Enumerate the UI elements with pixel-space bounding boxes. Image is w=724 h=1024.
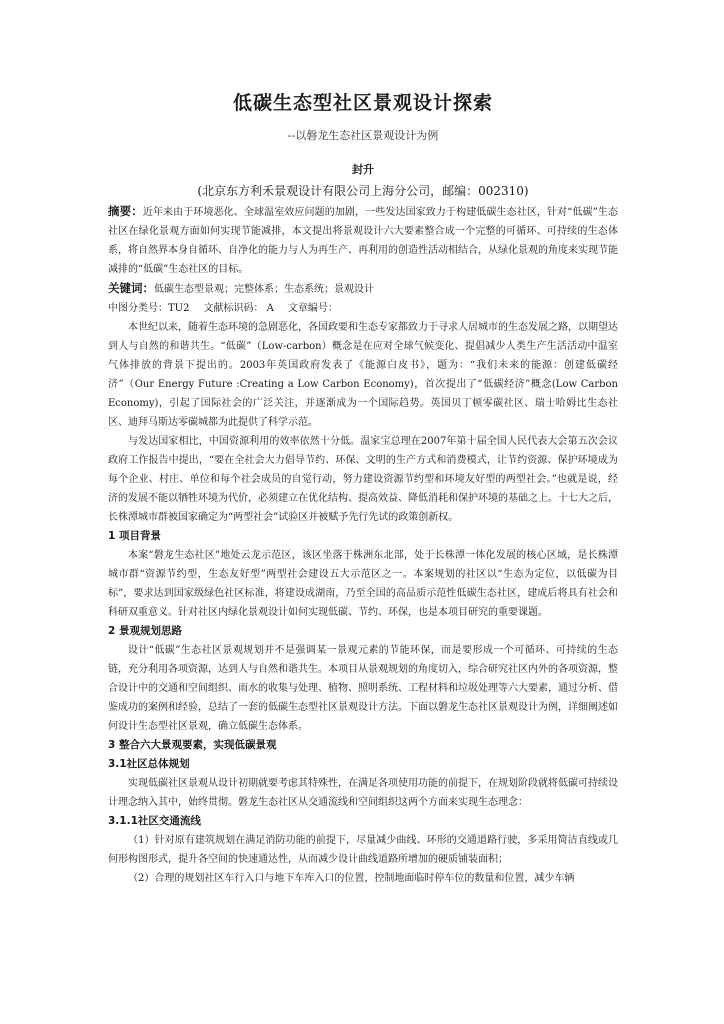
paper-title: 低碳生态型社区景观设计探索 <box>232 92 493 114</box>
body-paragraph: （2）合理的规划社区车行入口与地下车库入口的位置，控制地面临时停车位的数量和位置，减少车辆 <box>128 873 575 884</box>
subsection-heading: 3.1社区总体规划 <box>108 758 190 770</box>
body-paragraph: 设计“低碳”生态社区景观规划并不是强调某一景观元素的节能环保，而是要形成一个可循环、可持续的生态链，充分利用各项资源，达到人与自然和谐共生。本项目从景观规划的角度切入，综合研究社区内外的各项资源，整合设计中的交通和空间组织、雨水的收集与处理、植物、照明系统、工程材料和垃圾处理等六大要素，通过分析、借鉴成功的案例和经验，总结了一套的低碳生态型社区景观设计方法。下面以磐龙生态社区景观设计为例，详细阐述如何设计生态型社区景观，确立低碳生态体系。 <box>108 645 618 732</box>
body-paragraph: 实现低碳社区景观从设计初期就要考虑其特殊性，在满足各项使用功能的前提下，在规划阶段就将低碳可持续设计理念纳入其中，始终贯彻。磐龙生态社区从交通流线和空间组织这两个方面来实现生态理念： <box>108 778 618 808</box>
body-paragraph: 本案“磐龙生态社区”地处云龙示范区，该区坐落于株洲东北部，处于长株潭一体化发展的核心区域，是长株潭城市群“资源节约型，生态友好型”两型社会建设五大示范区之一。本案规划的社区以“生态为定位，以低碳为目标”，要求达到国家级绿色社区标准，将建设成湖南，乃至全国的高品质示范性低碳生态社区，建成后将具有社会和科研双重意义。针对社区内绿化景观设计如何实现低碳、节约、环保，也是本项目研究的重要课题。 <box>108 550 618 618</box>
intro-paragraph: 与发达国家相比，中国资源利用的效率依然十分低。温家宝总理在2007年第十届全国人民代表大会第五次会议政府工作报告中提出，“要在全社会大力倡导节约、环保、文明的生产方式和消费模式，让节约资源、保护环境成为每个企业、村庄、单位和每个社会成员的自觉行动，努力建设资源节约型和环境友好型的两型社会。”也就是说，经济的发展不能以牺牲环境为代价，必须建立在优化结构、提高效益、降低消耗和保护环境的基础之上。十七大之后，长株潭城市群被国家确定为“两型社会”试验区并被赋予先行先试的政策创新权。 <box>108 436 618 523</box>
abstract-label: 摘要： <box>108 204 143 218</box>
keywords <box>108 279 618 299</box>
section-heading: 2 景观规划思路 <box>108 625 182 637</box>
document-code: 文献标识码： A <box>203 303 274 314</box>
body-paragraph: （1）针对原有建筑规划在满足消防功能的前提下，尽量减少曲线、环形的交通道路行驶，多采用简洁直线或几何形构图形式，提升各空间的快速通达性，从而减少设计曲线道路所增加的硬质铺装面积； <box>108 835 618 865</box>
paper-subtitle: --以磐龙生态社区景观设计为例 <box>287 129 439 142</box>
subsection-heading: 3.1.1社区交通流线 <box>108 815 201 827</box>
author-name: 封升 <box>352 163 374 176</box>
abstract <box>108 202 618 279</box>
author-affiliation: (北京东方利禾景观设计有限公司上海分公司，邮编：002310) <box>197 184 529 198</box>
clc-number: 中图分类号：TU2 <box>108 303 190 314</box>
intro-paragraph: 本世纪以来，随着生态环境的急剧恶化，各国政要和生态专家都致力于寻求人居城市的生态发展之路，以期望达到人与自然的和谐共生。“低碳”（Low-carbon）概念是在应对全球气候变化、提倡减少人类生产生活活动中温室气体排放的背景下提出的。2003年英国政府发表了《能源白皮书》，题为：“我们未来的能源：创建低碳经济”（Our Energy Future :Creating a Low Carbon Economy)，首次提出了“低碳经济”概念(Low Carbon Economy)，引起了国际社会的广泛关注，并逐渐成为一个国际趋势。英国贝丁顿零碳社区、瑞士哈姆比生态社区、迪拜马斯达零碳城都为此提供了科学示范。 <box>108 322 618 428</box>
article-number: 文章编号： <box>287 303 338 314</box>
section-heading: 1 项目背景 <box>108 530 161 542</box>
classification-line <box>108 299 618 318</box>
keywords-label: 关键词： <box>108 281 154 295</box>
section-heading: 3 整合六大景观要素，实现低碳景观 <box>108 739 277 751</box>
keywords-text: 低碳生态型景观；完整体系；生态系统；景观设计 <box>154 284 374 295</box>
abstract-text: 近年来由于环境恶化、全球温室效应问题的加剧，一些发达国家致力于构建低碳生态社区，针对“低碳”生态社区在绿化景观方面如何实现节能减排，本文提出将景观设计六大要素整合成一个完整的可循环、可持续的生态体系，将自然界本身自循环、自净化的能力与人为再生产、再利用的创造性活动相结合，从绿化景观的角度来实现节能减排的“低碳”生态社区的目标。 <box>108 207 619 275</box>
paper-page <box>108 90 618 888</box>
